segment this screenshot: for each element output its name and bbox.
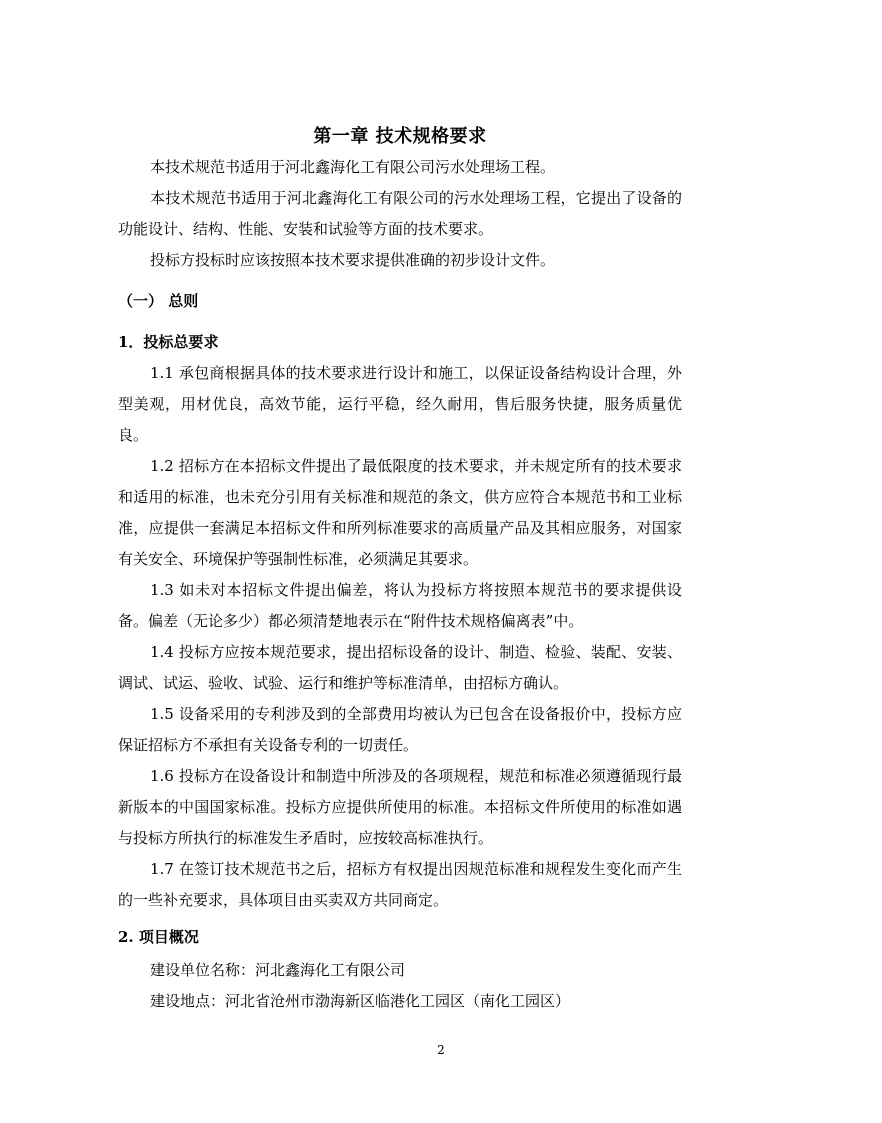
item-1-6: 1.6 投标方在设备设计和制造中所涉及的各项规程，规范和标准必须遵循现行最新版本的中国国家标准。投标方应提供所使用的标准。本招标文件所使用的标准如遇与投标方所执行的标准发生矛盾时，应按较高标准执行。 bbox=[118, 767, 682, 847]
project-location-line: 建设地点：河北省沧州市渤海新区临港化工园区（南化工园区） bbox=[150, 992, 571, 1010]
page-number: 2 bbox=[437, 1043, 445, 1057]
subsection-1-heading: 1．投标总要求 bbox=[118, 333, 219, 351]
intro-paragraph-1: 本技术规范书适用于河北鑫海化工有限公司污水处理场工程。 bbox=[150, 158, 556, 176]
subsection-2-heading: 2. 项目概况 bbox=[118, 928, 199, 946]
section-general-heading: （一） 总则 bbox=[118, 292, 199, 310]
intro-paragraph-3: 投标方投标时应该按照本技术要求提供准确的初步设计文件。 bbox=[150, 251, 556, 269]
item-1-7: 1.7 在签订技术规范书之后，招标方有权提出因规范标准和规程发生变化而产生的一些补充要求，具体项目由买卖双方共同商定。 bbox=[118, 860, 682, 909]
item-1-5: 1.5 设备采用的专利涉及到的全部费用均被认为已包含在设备报价中，投标方应保证招标方不承担有关设备专利的一切责任。 bbox=[118, 705, 682, 754]
item-1-3: 1.3 如未对本招标文件提出偏差，将认为投标方将按照本规范书的要求提供设备。偏差（无论多少）都必须清楚地表示在“附件技术规格偏离表”中。 bbox=[118, 581, 682, 630]
intro-paragraph-2: 本技术规范书适用于河北鑫海化工有限公司的污水处理场工程，它提出了设备的功能设计、结构、性能、安装和试验等方面的技术要求。 bbox=[118, 189, 682, 238]
item-1-2: 1.2 招标方在本招标文件提出了最低限度的技术要求，并未规定所有的技术要求和适用的标准，也未充分引用有关标准和规范的条文，供方应符合本规范书和工业标准，应提供一套满足本招标文件和所列标准要求的高质量产品及其相应服务，对国家有关安全、环境保护等强制性标准，必须满足其要求。 bbox=[118, 457, 682, 568]
chapter-title: 第一章 技术规格要求 bbox=[313, 126, 487, 147]
item-1-1: 1.1 承包商根据具体的技术要求进行设计和施工，以保证设备结构设计合理，外型美观，用材优良，高效节能，运行平稳，经久耐用，售后服务快捷，服务质量优良。 bbox=[118, 364, 682, 444]
item-1-4: 1.4 投标方应按本规范要求，提出招标设备的设计、制造、检验、装配、安装、调试、试运、验收、试验、运行和维护等标准清单，由招标方确认。 bbox=[118, 643, 682, 692]
project-owner-line: 建设单位名称：河北鑫海化工有限公司 bbox=[150, 961, 406, 979]
page-content bbox=[118, 122, 682, 1017]
